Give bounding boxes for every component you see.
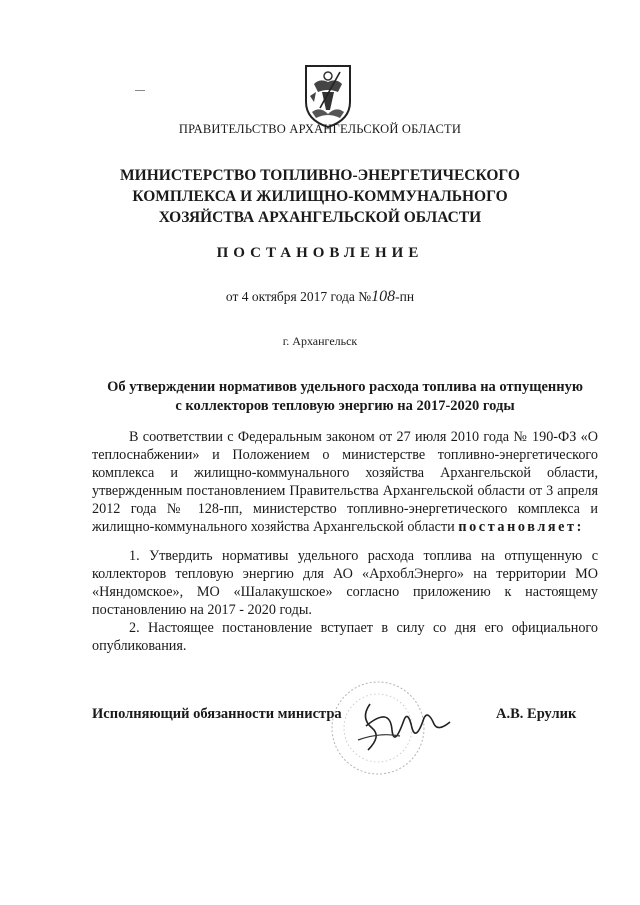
coat-of-arms-icon [300,62,356,130]
date-prefix: от 4 октября 2017 года № [225,289,372,304]
preamble-text: В соответствии с Федеральным законом от 27 июля 2010 года № 190-ФЗ «О теплоснабжении» и Положением о министерстве топливно-энергетического комплекса и жилищно-коммунального хозяйства Архангельской области, утвержденным постановлением Правительства Архангельской области от 3 апреля 2012 года № 128-пп, министерство топливно-энергетического комплекса и жилищно-коммунального хозяйства Архангельской области [92,429,598,535]
document-subject [92,378,598,416]
subject-line-1: Об утверждении нормативов удельного расхода топлива на отпущенную [107,379,583,395]
signatory-name: А.В. Ерулик [496,706,577,722]
number-suffix: -пн [395,289,415,304]
date-number-line [0,288,640,306]
paragraph-preamble [92,428,598,536]
paragraph-item-1: 1. Утвердить нормативы удельного расхода топлива на отпущенную с коллекторов тепловую энергию для АО «АрхоблЭнерго» на территории МО «Няндомское», МО «Шалакушское» согласно приложению к настоящему постановлению на 2017 - 2020 годы. [92,548,598,618]
government-name: ПРАВИТЕЛЬСТВО АРХАНГЕЛЬСКОЙ ОБЛАСТИ [178,122,462,136]
ministry-line-2: КОМПЛЕКСА И ЖИЛИЩНО-КОММУНАЛЬНОГО [132,188,508,205]
resolves-word: постановляет: [458,519,584,535]
scan-mark [135,90,145,91]
paragraph-item-2: 2. Настоящее постановление вступает в силу со дня его официального опубликования. [92,620,598,654]
signatory-title: Исполняющий обязанности министра [92,706,342,722]
official-stamp-and-signature [300,670,470,780]
subject-line-2: с коллекторов тепловую энергию на 2017-2020 годы [175,398,515,414]
ministry-line-1: МИНИСТЕРСТВО ТОПЛИВНО-ЭНЕРГЕТИЧЕСКОГО [120,167,520,184]
handwritten-number: 108 [371,288,396,305]
ministry-line-3: ХОЗЯЙСТВА АРХАНГЕЛЬСКОЙ ОБЛАСТИ [158,209,482,226]
document-type: ПОСТАНОВЛЕНИЕ [216,245,424,261]
city: г. Архангельск [282,334,358,348]
ministry-name [0,165,640,228]
